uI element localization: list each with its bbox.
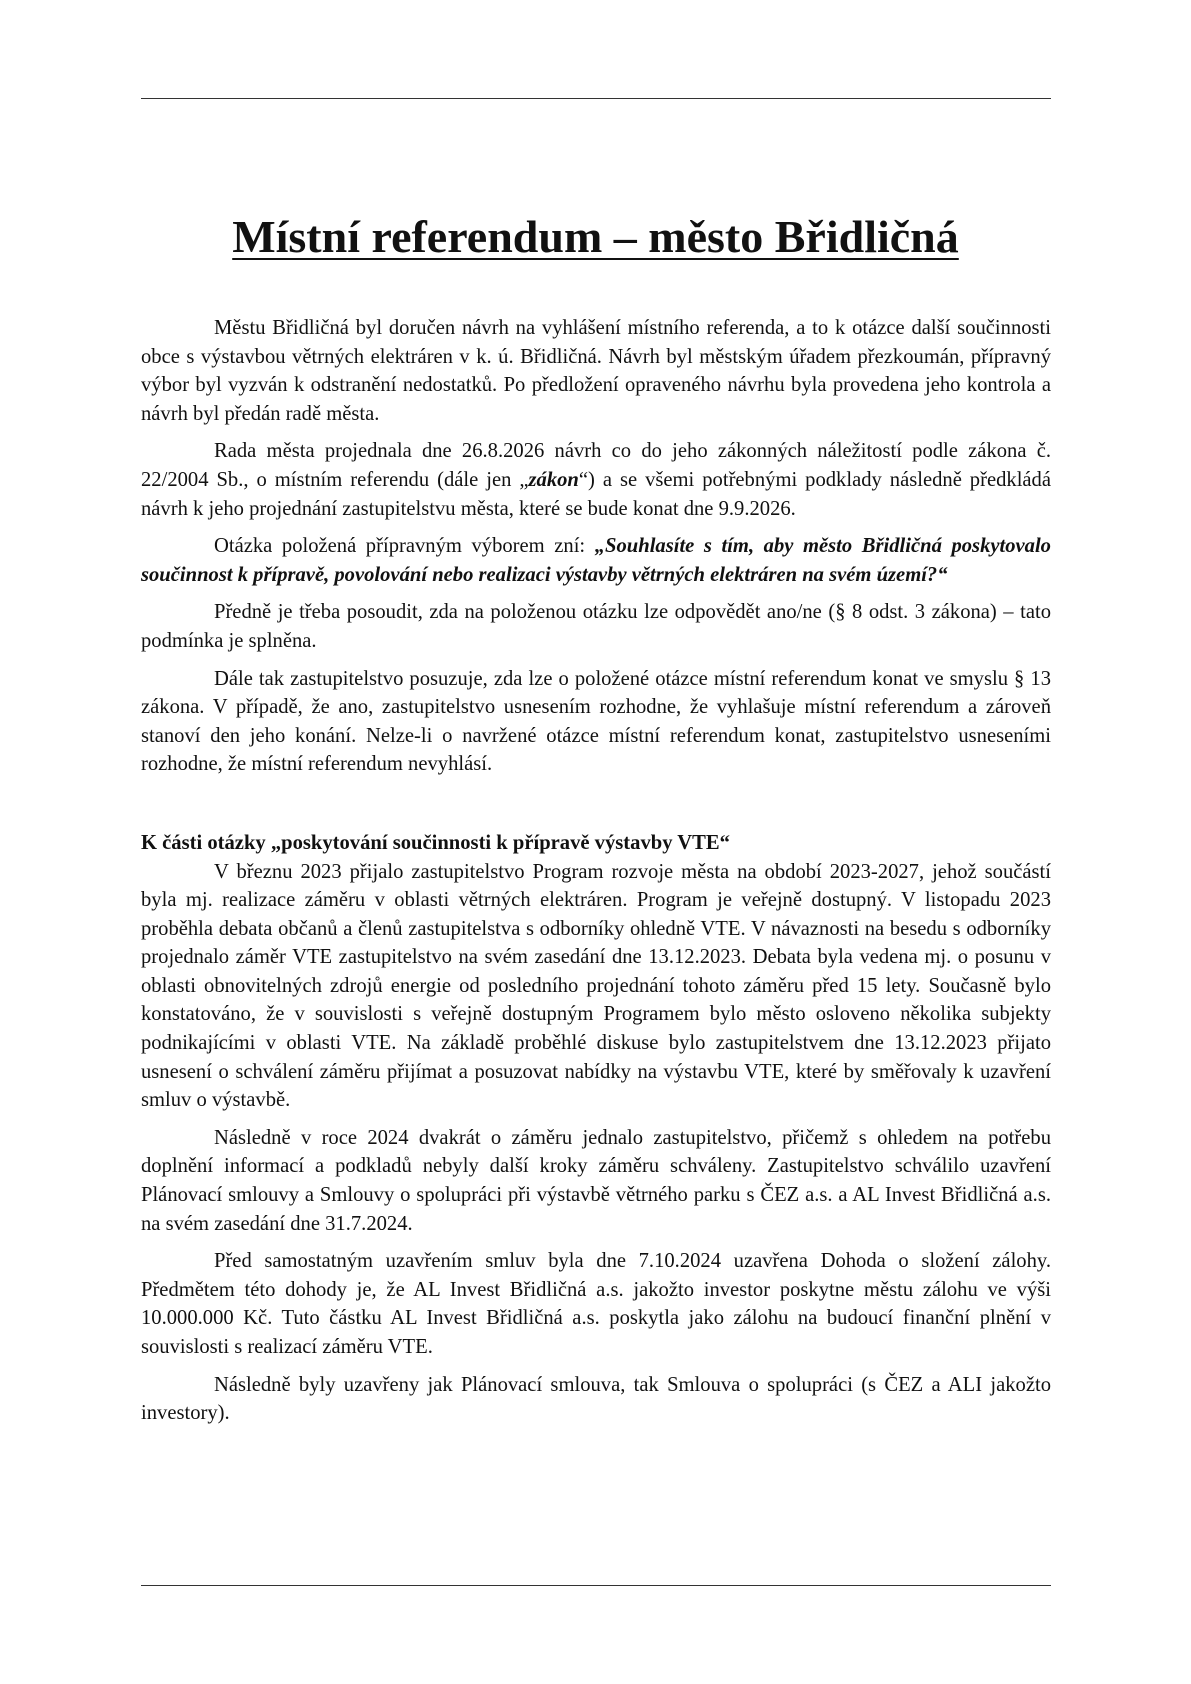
- paragraph-council-text-2: “) a se všemi potřebnými podklady následně předkládá návrh k jeho projednání zastupitelstvu města, které se bude konat dne 9.9.2026.: [141, 468, 1051, 520]
- paragraph-council-decision: Dále tak zastupitelstvo posuzuje, zda lze o položené otázce místní referendum konat ve smyslu § 13 zákona. V případě, že ano, zastupitelstvo usnesením rozhodne, že vyhlašuje místní referendum a zároveň stanoví den jeho konání. Nelze-li o navržené otázce místní referendum konat, zastupitelstvo usneseními rozhodne, že místní referendum nevyhlásí.: [141, 667, 1051, 776]
- paragraph-yes-no: Předně je třeba posoudit, zda na položenou otázku lze odpovědět ano/ne (§ 8 odst. 3 zákona) – tato podmínka je splněna.: [141, 601, 1051, 652]
- law-abbreviation: zákon: [528, 468, 579, 491]
- section-heading: K části otázky „poskytování součinnosti k přípravě výstavby VTE“: [141, 831, 730, 854]
- paragraph-contracts-concluded: Následně byly uzavřeny jak Plánovací smlouva, tak Smlouva o spolupráci (s ČEZ a ALI jakožto investory).: [141, 1373, 1051, 1425]
- footer-rule: [141, 1585, 1051, 1586]
- paragraph-question: [141, 532, 1051, 589]
- paragraph-council-text-1: Rada města projednala dne 26.8.2026 návrh co do jeho zákonných náležitostí podle zákona č. 22/2004 Sb., o místním referendu (dále jen „: [141, 440, 1051, 491]
- document-body: [141, 314, 1051, 1437]
- referendum-question: „Souhlasíte s tím, aby město Břidličná poskytovalo součinnost k přípravě, povolování nebo realizaci výstavby větrných elektráren na svém území?“: [141, 535, 1051, 586]
- paragraph-2024-meetings: Následně v roce 2024 dvakrát o záměru jednalo zastupitelstvo, přičemž s ohledem na potřebu doplnění informací a podkladů nebyly další kroky záměru schváleny. Zastupitelstvo schválilo uzavření Plánovací smlouvy a Smlouvy o spolupráci při výstavbě větrného parku s ČEZ a.s. a AL Invest Břidličná a.s. na svém zasedání dne 31.7.2024.: [141, 1126, 1051, 1235]
- question-lead: Otázka položená přípravným výborem zní:: [214, 535, 595, 558]
- paragraph-council: [141, 437, 1051, 523]
- header-rule: [141, 98, 1051, 99]
- paragraph-deposit-agreement: Před samostatným uzavřením smluv byla dne 7.10.2024 uzavřena Dohoda o složení zálohy. Předmětem této dohody je, že AL Invest Břidličná a.s. jakožto investor poskytne městu zálohu ve výši 10.000.000 Kč. Tuto částku AL Invest Břidličná a.s. poskytla jako zálohu na budoucí finanční plnění v souvislosti s realizací záměru VTE.: [141, 1250, 1051, 1358]
- document-title: Místní referendum – město Břidličná: [232, 211, 959, 262]
- paragraph-intro: Městu Břidličná byl doručen návrh na vyhlášení místního referenda, a to k otázce další součinnosti obce s výstavbou větrných elektráren v k. ú. Břidličná. Návrh byl městským úřadem přezkoumán, přípravný výbor byl vyzván k odstranění nedostatků. Po předložení opraveného návrhu byla provedena jeho kontrola a návrh byl předán radě města.: [141, 317, 1051, 425]
- paragraph-program-history: V březnu 2023 přijalo zastupitelstvo Program rozvoje města na období 2023-2027, jehož součástí byla mj. realizace záměru v oblasti větrných elektráren. Program je veřejně dostupný. V listopadu 2023 proběhla debata občanů a členů zastupitelstva s odborníky ohledně VTE. V návaznosti na besedu s odborníky projednalo záměr VTE zastupitelstvo na svém zasedání dne 13.12.2023. Debata byla vedena mj. o posunu v oblasti obnovitelných zdrojů energie od posledního projednání tohoto záměru před 15 lety. Současně bylo konstatováno, že v souvislosti s veřejně dostupným Programem bylo město osloveno několika subjekty podnikajícími v oblasti VTE. Na základě proběhlé diskuse bylo zastupitelstvem dne 13.12.2023 přijato usnesení o schválení záměru přijímat a posuzovat nabídky na výstavbu VTE, které by směřovaly k uzavření smluv o výstavbě.: [141, 860, 1051, 1112]
